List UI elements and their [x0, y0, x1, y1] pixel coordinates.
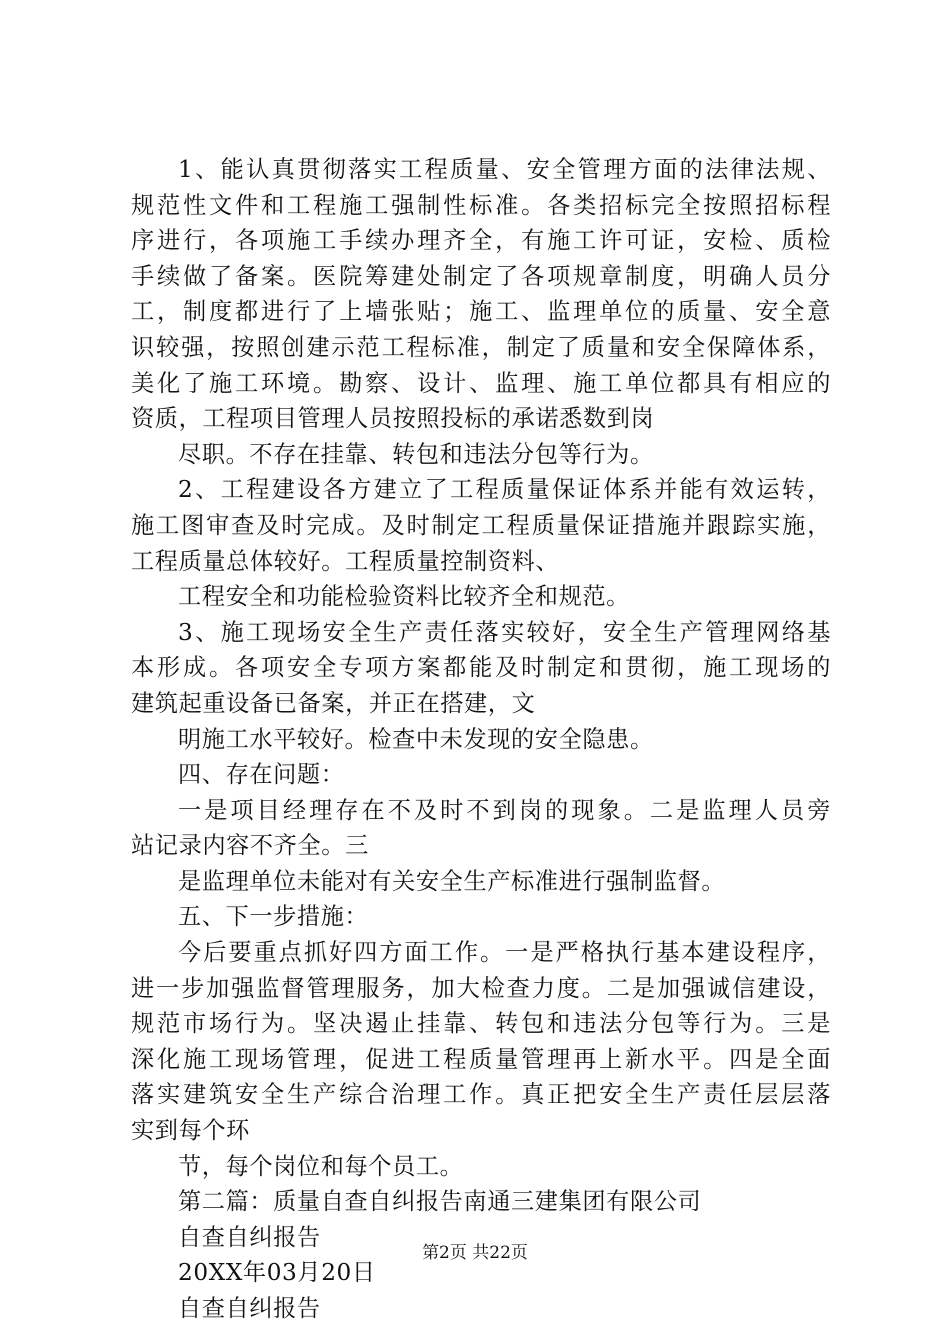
- paragraph-line: 手续做了备案。医院筹建处制定了各项规章制度，明确人员分: [131, 262, 831, 290]
- paragraph-line: 实到每个环: [131, 1117, 250, 1145]
- report-title: 自查自纠报告: [178, 1295, 321, 1322]
- paragraph-line: 深化施工现场管理，促进工程质量管理再上新水平。四是全面: [131, 1045, 831, 1073]
- report-date: 20XX年03月20日: [178, 1259, 376, 1287]
- paragraph-line: 落实建筑安全生产综合治理工作。真正把安全生产责任层层落: [131, 1081, 831, 1109]
- paragraph-line: 1、能认真贯彻落实工程质量、安全管理方面的法律法规、: [178, 156, 831, 183]
- paragraph-line: 节，每个岗位和每个员工。: [178, 1152, 464, 1180]
- paragraph-line: 今后要重点抓好四方面工作。一是严格执行基本建设程序，: [178, 939, 831, 967]
- paragraph-line: 一是项目经理存在不及时不到岗的现象。二是监理人员旁: [178, 796, 831, 824]
- section-heading: 四、存在问题：: [178, 761, 345, 789]
- paragraph-line: 3、施工现场安全生产责任落实较好，安全生产管理网络基: [178, 618, 831, 646]
- page-number-footer: 第2页 共22页: [422, 1243, 528, 1263]
- paragraph-line: 站记录内容不齐全。三: [131, 832, 369, 860]
- paragraph-line: 美化了施工环境。勘察、设计、监理、施工单位都具有相应的: [131, 369, 831, 397]
- body-text: [131, 152, 831, 1327]
- paragraph-line: 2、工程建设各方建立了工程质量保证体系并能有效运转，: [178, 476, 831, 504]
- paragraph-line: 识较强，按照创建示范工程标准，制定了质量和安全保障体系，: [131, 333, 831, 361]
- report-title: 自查自纠报告: [178, 1223, 321, 1251]
- paragraph-line: 资质，工程项目管理人员按照投标的承诺悉数到岗: [131, 405, 655, 433]
- paragraph-line: 施工图审查及时完成。及时制定工程质量保证措施并跟踪实施，: [131, 511, 831, 539]
- section-heading: 第二篇：质量自查自纠报告南通三建集团有限公司: [178, 1188, 702, 1216]
- paragraph-line: 工程安全和功能检验资料比较齐全和规范。: [178, 583, 630, 611]
- paragraph-line: 尽职。不存在挂靠、转包和违法分包等行为。: [178, 440, 654, 468]
- paragraph-line: 工程质量总体较好。工程质量控制资料、: [131, 547, 560, 575]
- paragraph-line: 是监理单位未能对有关安全生产标准进行强制监督。: [178, 867, 726, 895]
- paragraph-line: 规范性文件和工程施工强制性标准。各类招标完全按照招标程: [131, 191, 831, 219]
- paragraph-line: 本形成。各项安全专项方案都能及时制定和贯彻，施工现场的: [131, 654, 831, 682]
- paragraph-line: 进一步加强监督管理服务，加大检查力度。二是加强诚信建设，: [131, 974, 831, 1002]
- paragraph-line: 序进行，各项施工手续办理齐全，有施工许可证，安检、质检: [131, 227, 831, 255]
- paragraph-line: 规范市场行为。坚决遏止挂靠、转包和违法分包等行为。三是: [131, 1010, 831, 1038]
- paragraph-line: 建筑起重设备已备案，并正在搭建，文: [131, 689, 536, 717]
- section-heading: 五、下一步措施：: [178, 903, 369, 931]
- paragraph-line: 工，制度都进行了上墙张贴；施工、监理单位的质量、安全意: [131, 298, 831, 326]
- paragraph-line: 明施工水平较好。检查中未发现的安全隐患。: [178, 725, 654, 753]
